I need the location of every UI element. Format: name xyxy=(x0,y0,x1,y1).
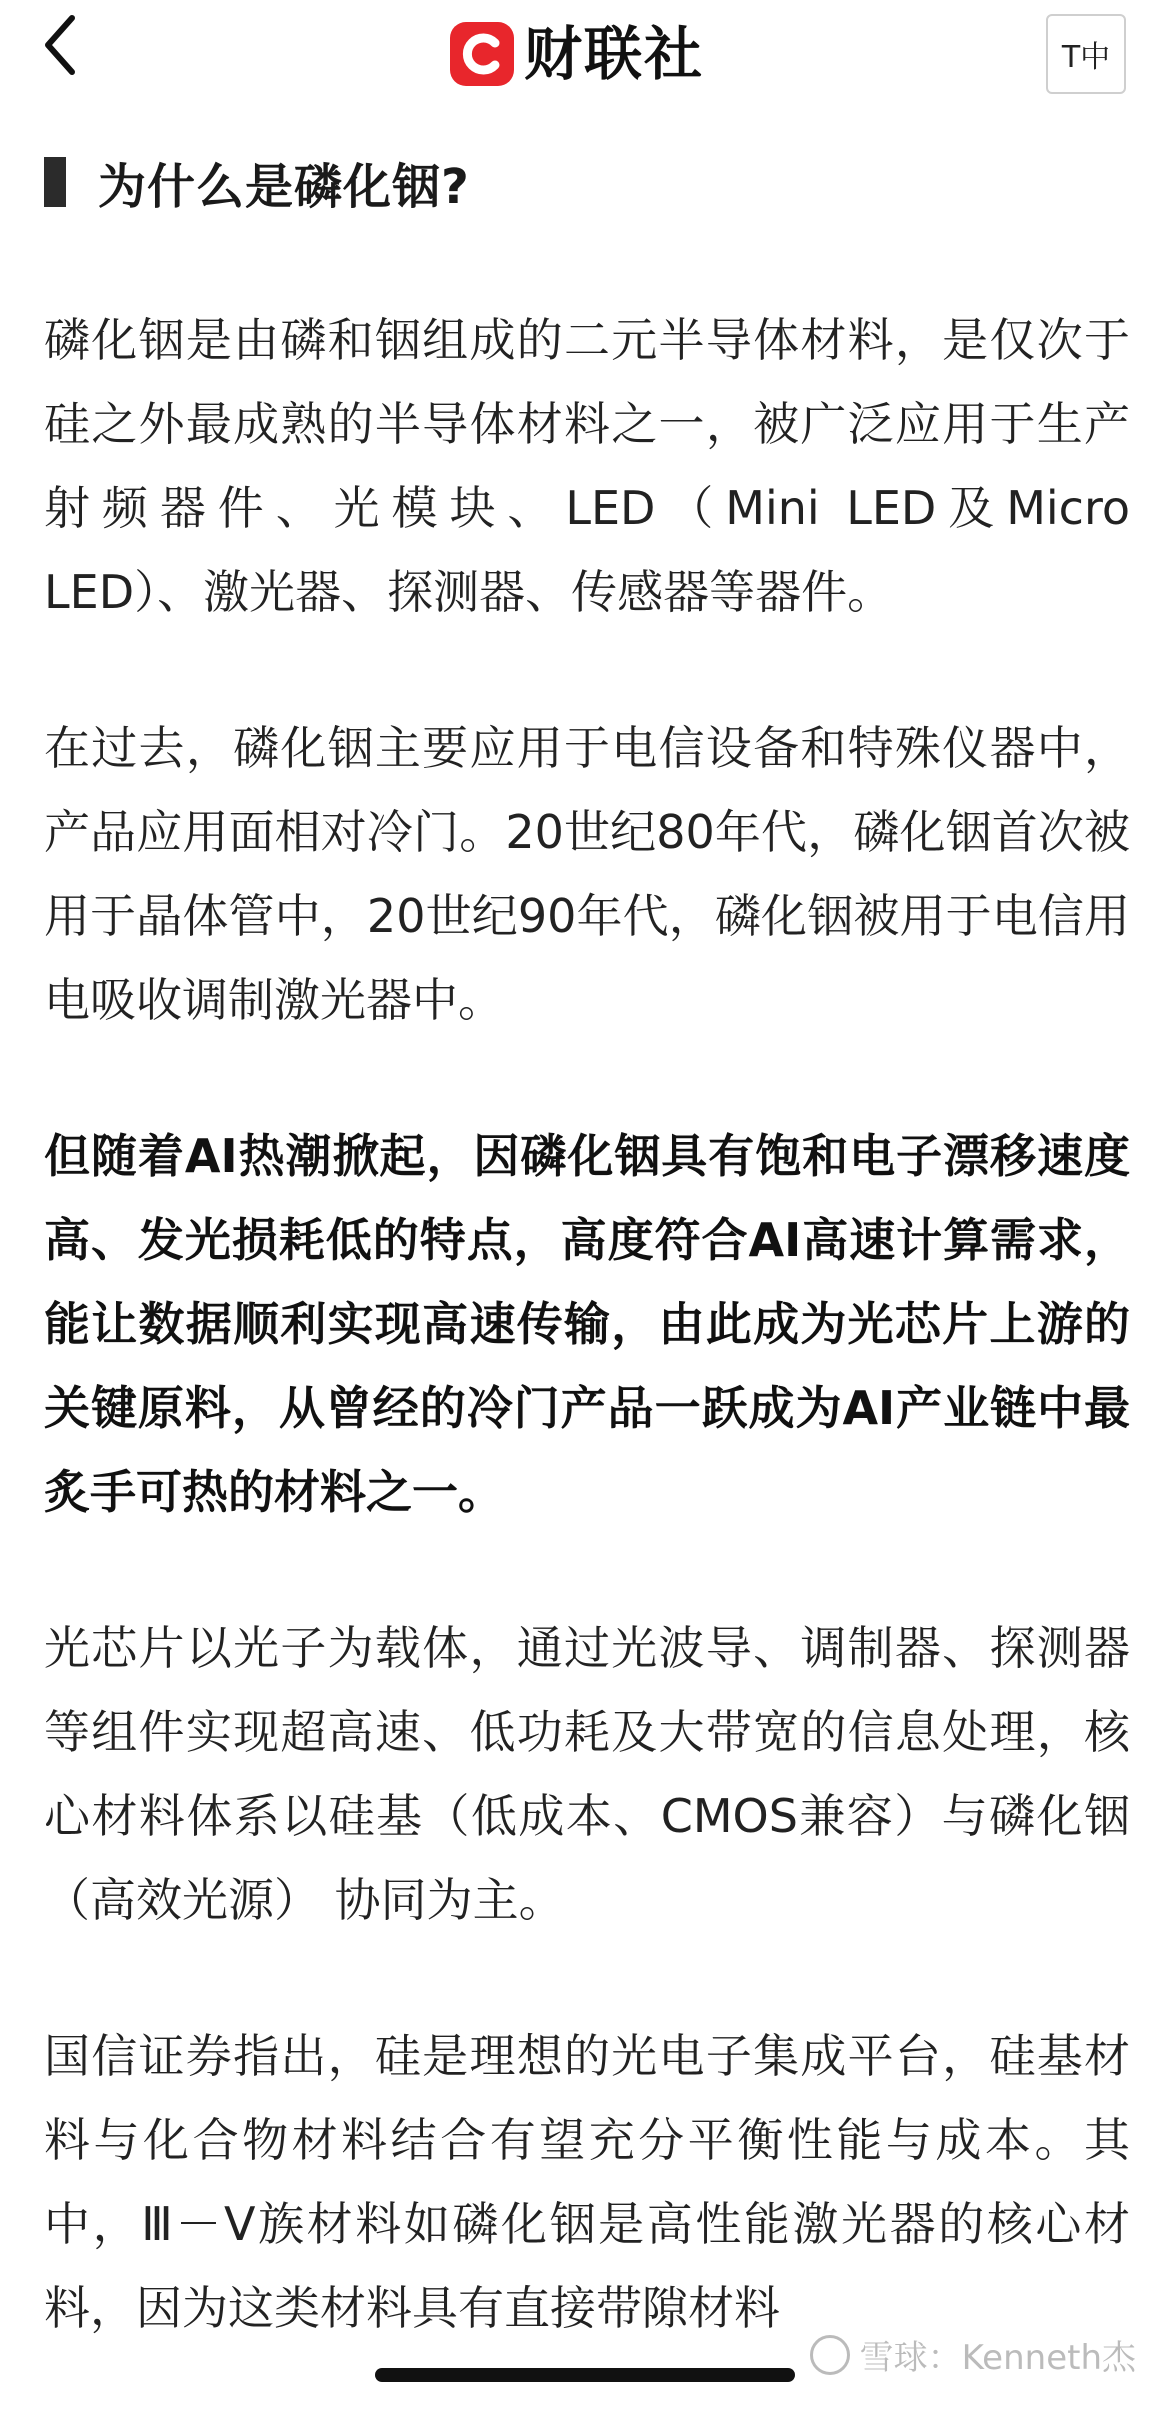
letter-c-icon xyxy=(459,31,505,77)
watermark xyxy=(810,2330,1136,2379)
article-body xyxy=(44,298,1130,2422)
section-heading xyxy=(44,150,470,214)
back-button[interactable] xyxy=(40,10,110,90)
chevron-left-icon xyxy=(40,10,80,80)
heading-text: 为什么是磷化铟? xyxy=(98,158,470,215)
brand-name: 财联社 xyxy=(524,20,705,88)
brand-logo xyxy=(450,16,704,92)
paragraph: 国信证券指出，硅是理想的光电子集成平台，硅基材料与化合物材料结合有望充分平衡性能与成本。其中，Ⅲ－Ⅴ族材料如磷化铟是高性能激光器的核心材料，因为这类材料具有直接带隙材料 xyxy=(44,2029,1130,2335)
home-indicator[interactable] xyxy=(375,2368,795,2382)
snowball-logo-icon xyxy=(810,2335,850,2375)
watermark-text: 雪球：Kenneth杰 xyxy=(859,2338,1136,2378)
paragraph: 在过去，磷化铟主要应用于电信设备和特殊仪器中，产品应用面相对冷门。20世纪80年代，磷化铟首次被用于晶体管中，20世纪90年代，磷化铟被用于电信用电吸收调制激光器中。 xyxy=(44,721,1130,1027)
brand-mark-icon xyxy=(450,22,514,86)
font-size-button[interactable]: T中 xyxy=(1046,14,1126,94)
paragraph-bold: 但随着AI热潮掀起，因磷化铟具有饱和电子漂移速度高、发光损耗低的特点，高度符合AI高速计算需求，能让数据顺利实现高速传输，由此成为光芯片上游的关键原料，从曾经的冷门产品一跃成为AI产业链中最炙手可热的材料之一。 xyxy=(44,1129,1130,1519)
heading-accent-bar xyxy=(44,157,66,207)
paragraph: 光芯片以光子为载体，通过光波导、调制器、探测器等组件实现超高速、低功耗及大带宽的信息处理，核心材料体系以硅基（低成本、CMOS兼容）与磷化铟（高效光源） 协同为主。 xyxy=(44,1621,1130,1927)
paragraph: 磷化铟是由磷和铟组成的二元半导体材料，是仅次于硅之外最成熟的半导体材料之一，被广泛应用于生产射频器件、光模块、LED（Mini LED及Micro LED）、激光器、探测器、传感器等器件。 xyxy=(44,313,1130,619)
top-nav-bar xyxy=(0,0,1170,110)
